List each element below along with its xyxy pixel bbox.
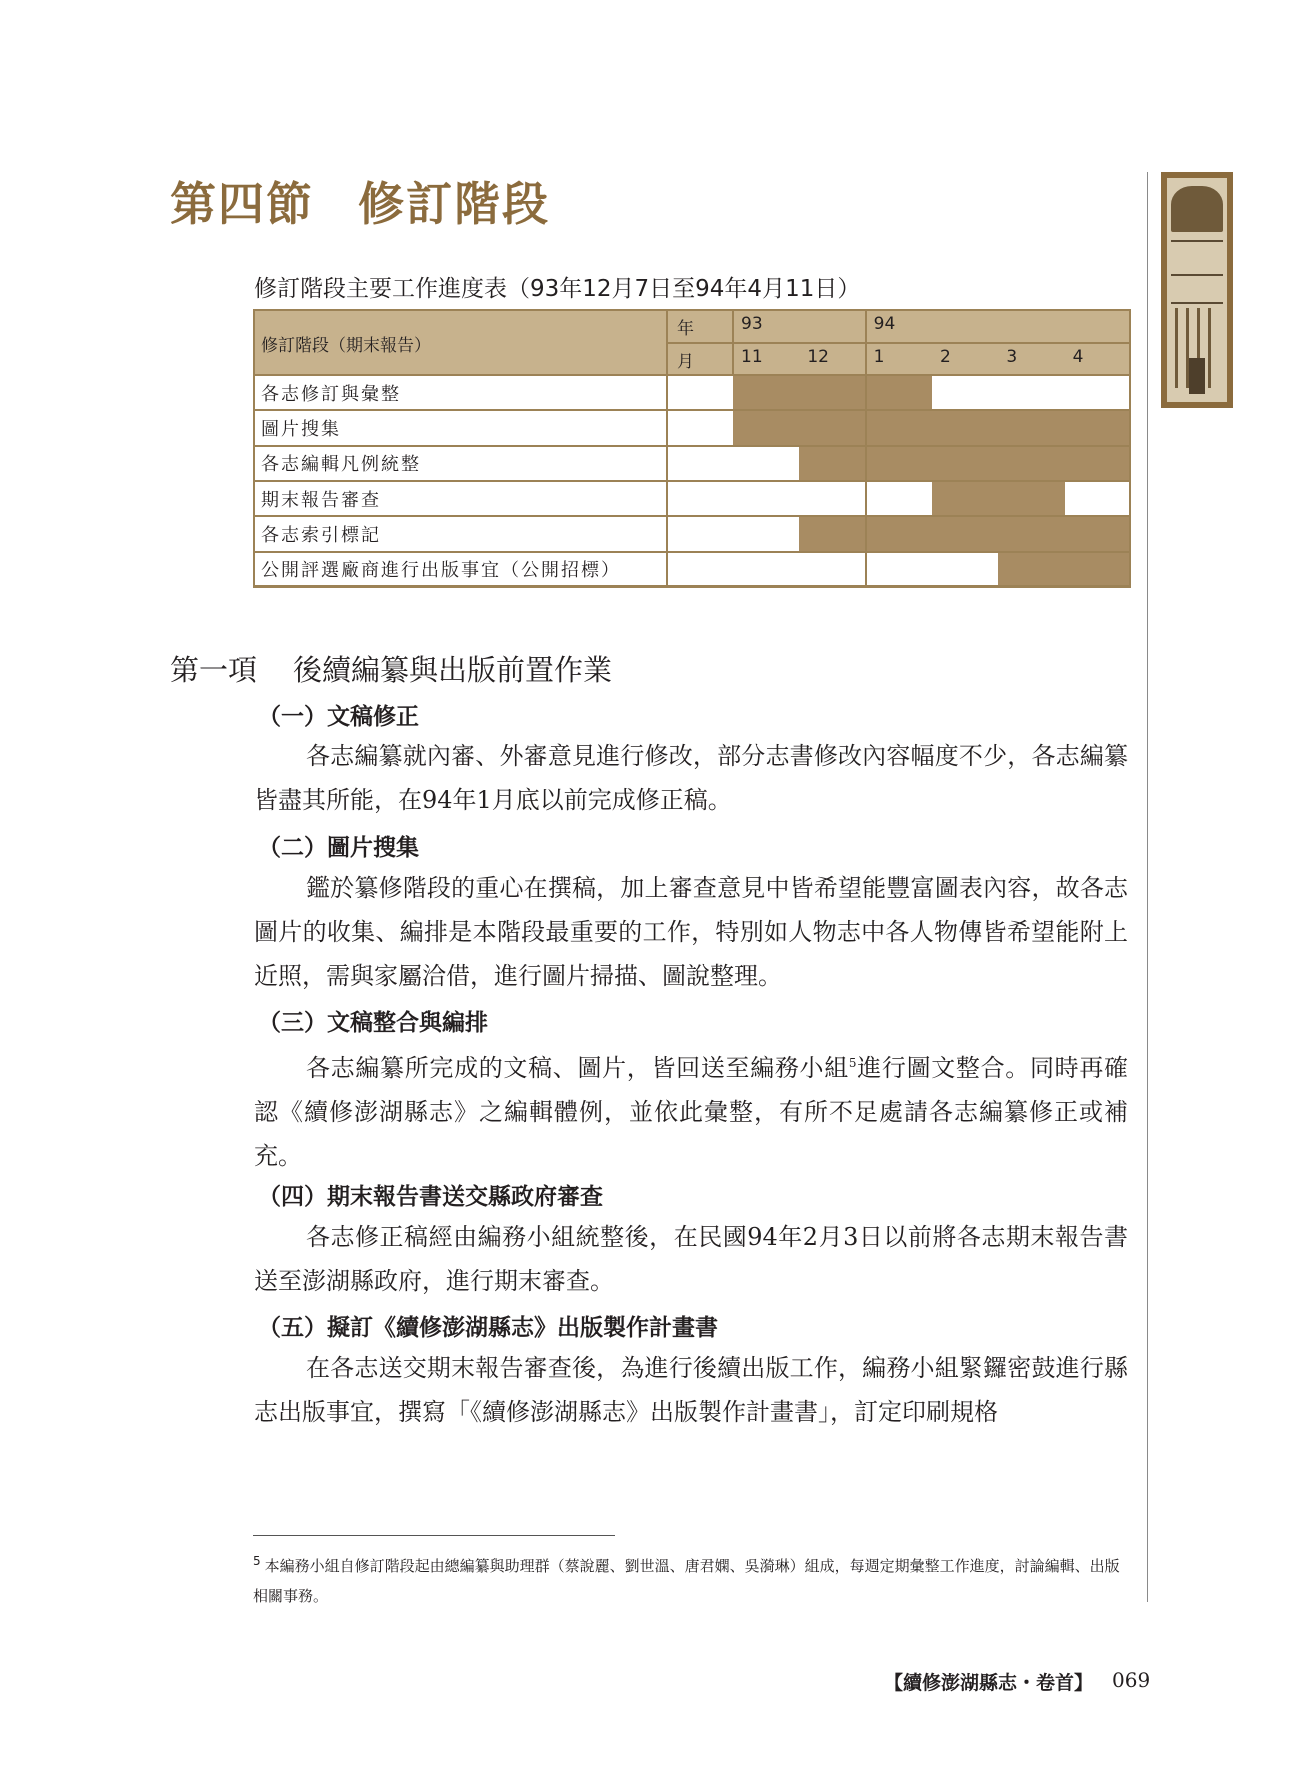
schedule-bar [866, 410, 932, 445]
row-divider [253, 480, 1131, 482]
month-12: 12 [807, 347, 829, 367]
ym-col-divider [732, 309, 734, 375]
table-row-label: 各志編輯凡例統整 [261, 454, 421, 476]
item-heading-5: （五）擬訂《續修澎湖縣志》出版製作計畫書 [258, 1314, 718, 1341]
schedule-bar [1065, 446, 1131, 481]
header-row-divider [667, 342, 1131, 344]
year-label: 年 [677, 319, 694, 339]
subsection-title [170, 648, 612, 689]
item-body-3-after: 進行圖文整合。同時再確認《續修澎湖縣志》之編輯體例，並依此彙整，有所不足處請各志編纂修正或補充。 [254, 1054, 1128, 1170]
month-1: 1 [873, 347, 885, 367]
item-body-3 [254, 1041, 1128, 1178]
item-body-5: 在各志送交期末報告審查後，為進行後續出版工作，編務小組緊鑼密鼓進行縣志出版事宜，撰寫「《續修澎湖縣志》出版製作計畫書」，訂定印刷規格 [254, 1354, 1128, 1426]
table-title: 修訂階段主要工作進度表（93年12月7日至94年4月11日） [254, 276, 861, 302]
schedule-bar [733, 410, 799, 445]
footnote-ref: 5 [848, 1056, 857, 1070]
month-11: 11 [741, 347, 763, 367]
row-divider [253, 445, 1131, 447]
table-row-label: 各志索引標記 [261, 525, 381, 546]
subsection-title-name: 後續編纂與出版前置作業 [293, 653, 613, 687]
schedule-bar [866, 375, 932, 410]
item-heading-2: （二）圖片搜集 [258, 834, 419, 861]
schedule-bar [998, 516, 1064, 551]
schedule-bar [998, 446, 1064, 481]
schedule-table [253, 309, 1131, 587]
table-row-label: 各志修訂與彙整 [261, 383, 401, 405]
table-border-right [1129, 309, 1131, 587]
footnote-text: 本編務小組自修訂階段起由總編纂與助理群（蔡說麗、劉世溫、唐君嫻、吳漪琳）組成，每週定期彙整工作進度，討論編輯、出版相關事務。 [253, 1557, 1120, 1605]
footnote-number: 5 [253, 1554, 261, 1568]
schedule-bar [932, 446, 998, 481]
month-label: 月 [677, 352, 694, 372]
table-header-label: 修訂階段（期末報告） [261, 336, 431, 356]
year-divider [865, 309, 867, 587]
schedule-bar [866, 516, 932, 551]
table-row-label: 公開評選廠商進行出版事宜（公開招標） [261, 560, 621, 582]
table-row-label: 期末報告審查 [261, 489, 381, 511]
item-body-3-before: 各志編纂所完成的文稿、圖片，皆回送至編務小組 [306, 1054, 849, 1082]
schedule-bar [799, 410, 865, 445]
schedule-bar [799, 446, 865, 481]
item-heading-3: （三）文稿整合與編排 [258, 1009, 488, 1036]
item-body-4: 各志修正稿經由編務小組統整後，在民國94年2月3日以前將各志期末報告書送至澎湖縣政府，進行期末審查。 [254, 1223, 1128, 1295]
section-title-name: 修訂階段 [358, 177, 550, 231]
month-3: 3 [1006, 347, 1018, 367]
table-row-label: 圖片搜集 [261, 419, 341, 440]
running-footer: 【續修澎湖縣志・卷首】 [884, 1672, 1094, 1694]
table-border-top [253, 309, 1131, 311]
item-heading-4: （四）期末報告書送交縣政府審查 [258, 1183, 603, 1210]
footnote-divider [253, 1535, 615, 1536]
temple-photo [1161, 172, 1233, 408]
subsection-title-prefix: 第一項 [170, 653, 258, 687]
schedule-bar [932, 516, 998, 551]
schedule-bar [932, 481, 998, 516]
row-divider [253, 551, 1131, 553]
month-4: 4 [1072, 347, 1084, 367]
item-body-2: 鑑於纂修階段的重心在撰稿，加上審查意見中皆希望能豐富圖表內容，故各志圖片的收集、編排是本階段最重要的工作，特別如人物志中各人物傳皆希望能附上近照，需與家屬洽借，進行圖片掃描、圖說整理。 [254, 874, 1128, 990]
section-title-prefix: 第四節 [170, 177, 314, 231]
schedule-bar [1065, 516, 1131, 551]
schedule-bar [799, 375, 865, 410]
schedule-bar [1065, 552, 1131, 587]
label-col-divider [666, 309, 668, 587]
schedule-bar [799, 516, 865, 551]
schedule-bar [998, 410, 1064, 445]
table-border-left [253, 309, 255, 587]
schedule-bar [932, 410, 998, 445]
section-title [170, 168, 550, 234]
side-divider [1147, 172, 1148, 1602]
schedule-bar [998, 481, 1064, 516]
row-divider [253, 374, 1131, 376]
schedule-bar [1065, 410, 1131, 445]
row-divider [253, 586, 1131, 588]
year-94: 94 [873, 314, 896, 334]
schedule-bar [866, 446, 932, 481]
row-divider [253, 515, 1131, 517]
item-heading-1: （一）文稿修正 [258, 703, 419, 730]
footnote [253, 1546, 1133, 1611]
row-divider [253, 409, 1131, 411]
schedule-bar [998, 552, 1064, 587]
year-93: 93 [741, 314, 763, 334]
page-number: 069 [1112, 1668, 1151, 1692]
schedule-bar [733, 375, 799, 410]
month-2: 2 [940, 347, 951, 367]
item-body-1: 各志編纂就內審、外審意見進行修改，部分志書修改內容幅度不少，各志編纂皆盡其所能，在94年1月底以前完成修正稿。 [254, 742, 1128, 814]
